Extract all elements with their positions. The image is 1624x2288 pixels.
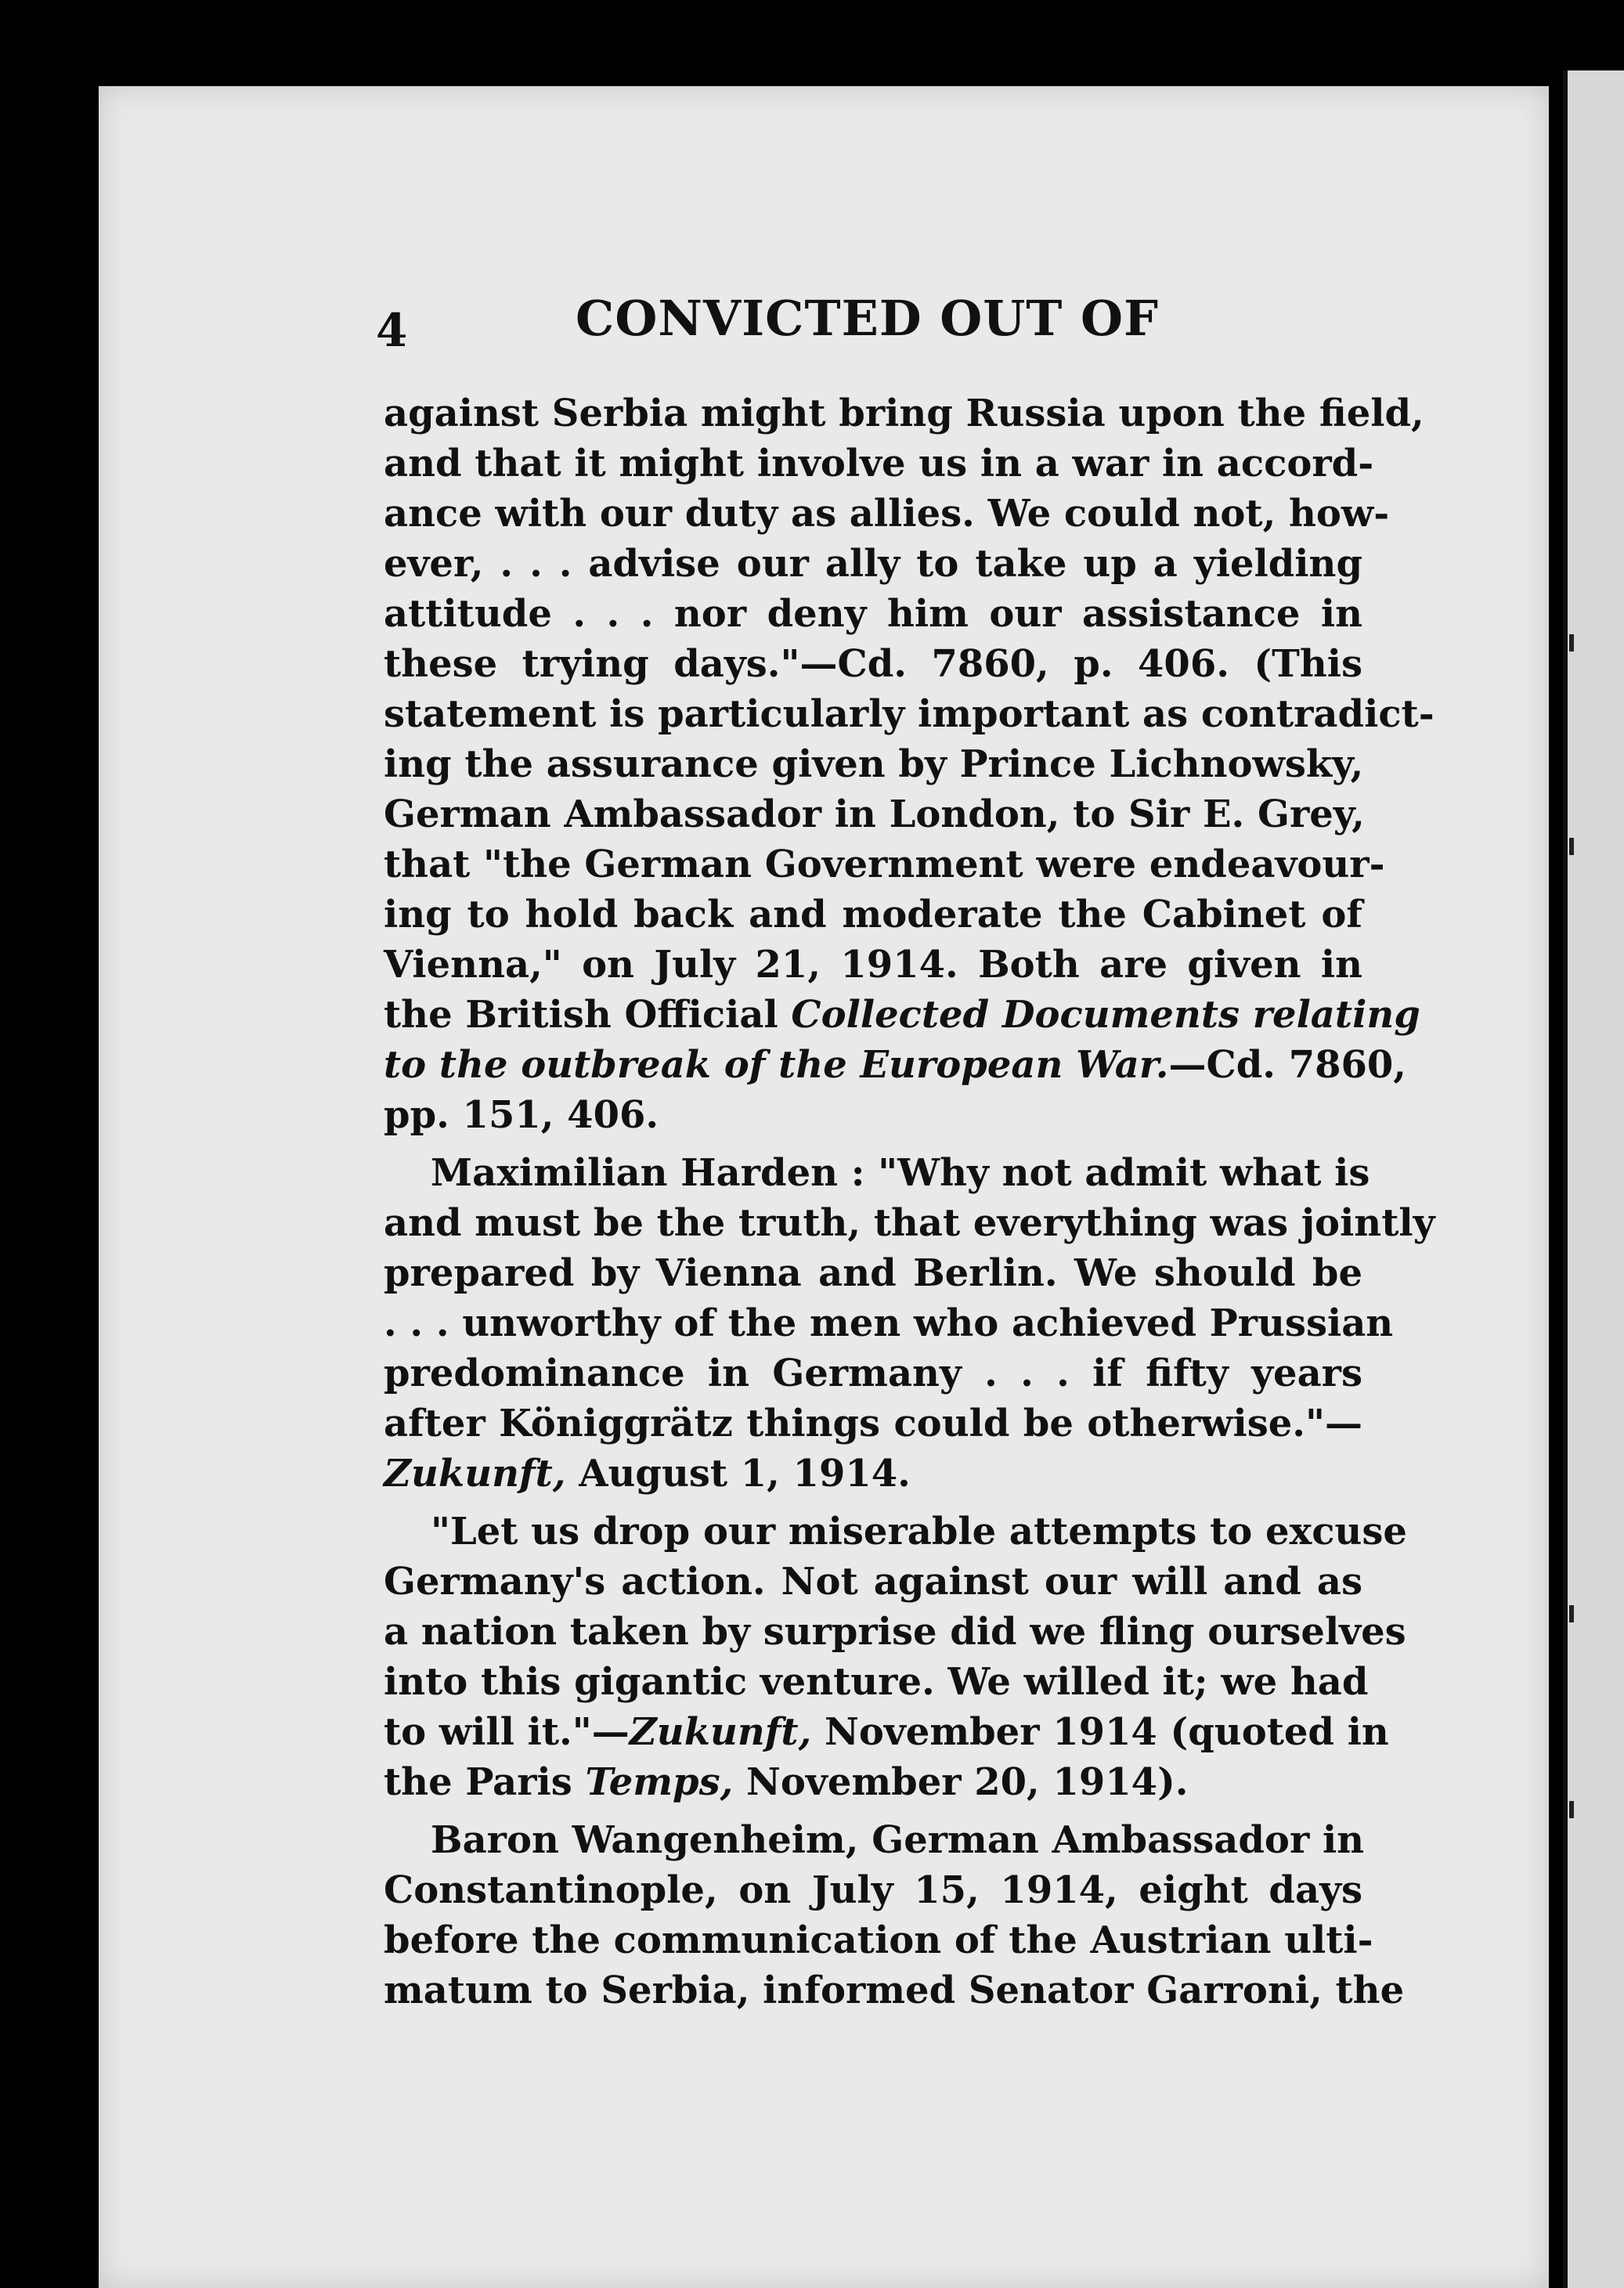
text-line [384,1449,1362,1499]
text-line: ing to hold back and moderate the Cabinet of [384,893,1362,936]
text-line: these trying days."—Cd. 7860, p. 406. (This [384,642,1362,686]
text-line [384,990,1420,1040]
text-line: Vienna," on July 21, 1914. Both are given in [384,943,1362,987]
text-line: before the communication of the Austrian ulti- [384,1918,1373,1962]
adjacent-page-edge [1563,70,1624,2288]
text-line: Germany's action. Not against our will and as [384,1560,1362,1604]
text-line: pp. 151, 406. [384,1093,659,1137]
edge-mark [1569,634,1574,651]
text-line: ance with our duty as allies. We could not, how- [384,492,1390,536]
text-span: November 20, 1914). [733,1760,1189,1804]
page-header [376,290,1394,357]
paragraph [384,1148,1435,1499]
paragraph [384,1507,1407,1807]
text-line: matum to Serbia, informed Senator Garroni, the [384,1969,1405,2012]
text-line [384,1707,1389,1757]
body-text [384,388,1435,2016]
text-line: and must be the truth, that everything was jointly [384,1201,1435,1245]
edge-mark [1569,1801,1574,1818]
text-span: November 1914 (quoted in [811,1710,1389,1754]
text-line [384,1757,1362,1807]
text-line: a nation taken by surprise did we fling ourselves [384,1610,1406,1654]
text-line: that "the German Government were endeavour- [384,843,1385,886]
italic-title: Collected Documents relating [791,993,1420,1037]
running-head: CONVICTED OUT OF [576,290,1160,347]
text-line: prepared by Vienna and Berlin. We should be [384,1251,1362,1295]
edge-mark [1569,1605,1574,1622]
text-line: against Serbia might bring Russia upon the field, [384,392,1424,435]
text-line [384,1040,1406,1090]
italic-title: Zukunft, [384,1452,566,1496]
text-line: "Let us drop our miserable attempts to excuse [431,1510,1407,1554]
italic-title: Zukunft, [629,1710,812,1754]
text-line: German Ambassador in London, to Sir E. Grey, [384,792,1365,836]
text-span: the British Official [384,993,792,1037]
text-line: ever, . . . advise our ally to take up a yielding [384,542,1362,586]
paragraph [384,388,1435,1140]
text-line: . . . unworthy of the men who achieved Prussian [384,1301,1394,1345]
text-line: predominance in Germany . . . if fifty years [384,1352,1362,1395]
italic-title: to the outbreak of the European War. [384,1043,1169,1087]
text-line: Maximilian Harden : "Why not admit what is [431,1151,1370,1195]
page-number: 4 [376,304,408,357]
paragraph [384,1815,1405,2016]
text-line: statement is particularly important as contradict- [384,692,1435,736]
text-span: the Paris [384,1760,586,1804]
edge-mark [1569,838,1574,855]
italic-title: Temps, [585,1760,734,1804]
text-line: after Königgrätz things could be otherwise."— [384,1402,1362,1445]
text-span: August 1, 1914. [565,1452,911,1496]
text-line: ing the assurance given by Prince Lichnowsky, [384,742,1364,786]
text-span: —Cd. 7860, [1168,1043,1406,1087]
text-line: Constantinople, on July 15, 1914, eight days [384,1868,1362,1912]
text-line: and that it might involve us in a war in accord- [384,442,1374,485]
text-line: Baron Wangenheim, German Ambassador in [431,1818,1365,1862]
text-line: attitude . . . nor deny him our assistance in [384,592,1362,636]
text-span: to will it."— [384,1710,630,1754]
text-line: into this gigantic venture. We willed it; we had [384,1660,1369,1704]
